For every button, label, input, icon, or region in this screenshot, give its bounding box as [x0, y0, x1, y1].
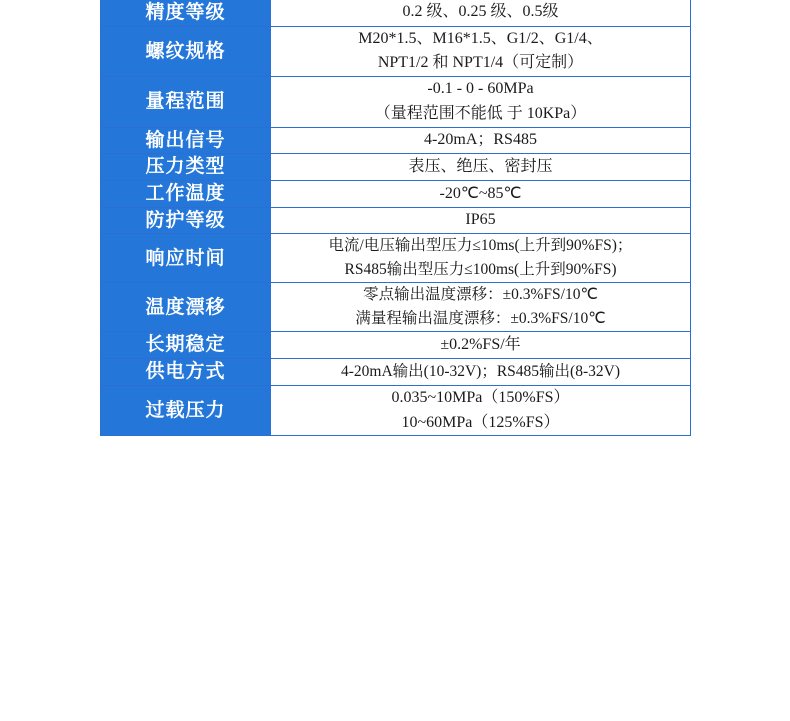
value-line: 表压、绝压、密封压: [408, 157, 553, 175]
value-line: 电流/电压输出型压力≤10ms(上升到90%FS)；: [328, 237, 633, 255]
table-row: [101, 359, 691, 386]
spec-value-protection-grade: [271, 207, 691, 234]
spec-value-pressure-type: [271, 154, 691, 181]
spec-value-working-temperature: [271, 181, 691, 208]
value-line: 10~60MPa（125%FS）: [401, 413, 560, 431]
value-line: M20*1.5、M16*1.5、G1/2、G1/4、: [358, 29, 603, 47]
value-line: 满量程输出温度漂移：±0.3%FS/10℃: [355, 310, 606, 328]
specification-table-container: [100, 0, 690, 436]
spec-label-measuring-range: 量程范围: [101, 77, 271, 128]
spec-label-accuracy-class: 精度等级: [101, 0, 271, 26]
spec-value-accuracy-class: [271, 0, 691, 26]
spec-label-pressure-type: 压力类型: [101, 154, 271, 181]
value-line: 4-20mA；RS485: [424, 131, 537, 149]
value-line: ±0.2%FS/年: [440, 335, 521, 353]
spec-value-thread-spec: [271, 26, 691, 77]
spec-value-temperature-drift: [271, 283, 691, 332]
spec-label-thread-spec: 螺纹规格: [101, 26, 271, 77]
table-row: [101, 385, 691, 436]
table-row: [101, 154, 691, 181]
spec-label-protection-grade: 防护等级: [101, 207, 271, 234]
value-line: （量程范围不能低 于 10KPa）: [374, 105, 587, 123]
value-line: 4-20mA输出(10-32V)；RS485输出(8-32V): [341, 362, 620, 380]
spec-value-power-supply: [271, 359, 691, 386]
spec-label-response-time: 响应时间: [101, 234, 271, 283]
spec-value-overload-pressure: [271, 385, 691, 436]
spec-label-working-temperature: 工作温度: [101, 181, 271, 208]
table-row: [101, 0, 691, 26]
spec-value-measuring-range: [271, 77, 691, 128]
value-line: 零点输出温度漂移：±0.3%FS/10℃: [363, 286, 598, 304]
table-row: [101, 26, 691, 77]
spec-value-response-time: [271, 234, 691, 283]
spec-label-temperature-drift: 温度漂移: [101, 283, 271, 332]
table-row: [101, 332, 691, 359]
value-line: NPT1/2 和 NPT1/4（可定制）: [377, 54, 584, 72]
specification-table-body: [101, 0, 691, 436]
spec-value-output-signal: [271, 127, 691, 154]
value-line: 0.035~10MPa（150%FS）: [391, 388, 570, 406]
spec-value-long-term-stability: [271, 332, 691, 359]
table-row: [101, 181, 691, 208]
spec-label-overload-pressure: 过载压力: [101, 385, 271, 436]
value-line: RS485输出型压力≤100ms(上升到90%FS): [344, 261, 617, 279]
value-line: -20℃~85℃: [439, 184, 522, 202]
table-row: [101, 127, 691, 154]
table-row: [101, 77, 691, 128]
value-line: 0.2 级、0.25 级、0.5级: [402, 3, 559, 21]
spec-label-long-term-stability: 长期稳定: [101, 332, 271, 359]
table-row: [101, 207, 691, 234]
spec-label-power-supply: 供电方式: [101, 359, 271, 386]
value-line: IP65: [465, 211, 496, 229]
specification-table: [100, 0, 691, 436]
spec-label-output-signal: 输出信号: [101, 127, 271, 154]
table-row: [101, 283, 691, 332]
value-line: -0.1 - 0 - 60MPa: [427, 80, 534, 98]
table-row: [101, 234, 691, 283]
